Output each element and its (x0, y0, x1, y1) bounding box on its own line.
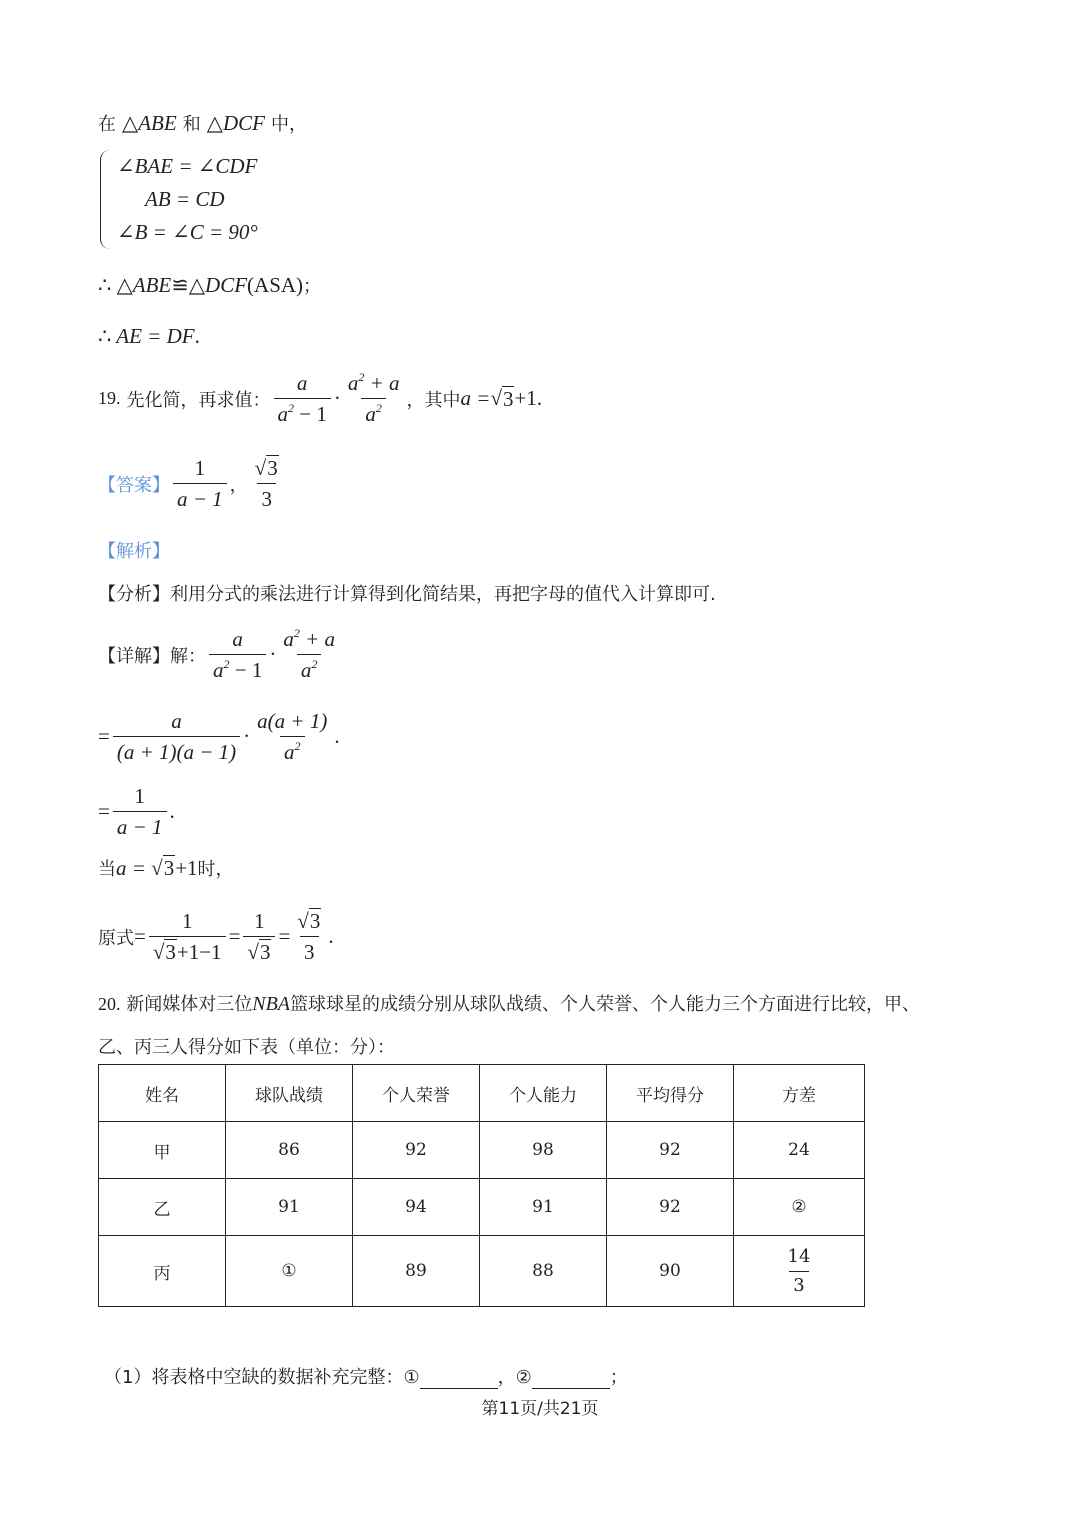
equation-system (100, 150, 258, 249)
question-20-line-2: 乙、丙三人得分如下表（单位：分）： (98, 1037, 395, 1058)
table-cell: 乙 (99, 1179, 226, 1236)
table-row (99, 1122, 865, 1179)
analysis-heading: 【解析】 (98, 541, 170, 562)
header-cell: 球队战绩 (226, 1065, 353, 1122)
table-cell: 90 (607, 1236, 734, 1307)
original-expression: 原式 = $\frac{1}{√3+1-1}$ = $\frac{1}{√3}$ = $\frac{√3}{3}$ . (98, 909, 334, 964)
triangle-dcf: DCF (222, 111, 265, 135)
answer-tag: 【答案】 (98, 474, 170, 496)
answer-blank-1[interactable] (420, 1370, 498, 1389)
header-cell: 平均得分 (607, 1065, 734, 1122)
intro-line: 在 △ABE 和 △DCF 中， (98, 111, 307, 135)
detail-line: 【详解】 解： $\frac{a}{a^2 - 1}$ · $\frac{a^2 + a}{a^2}$ (98, 626, 336, 682)
header-cell: 个人荣誉 (353, 1065, 480, 1122)
table-cell: 92 (607, 1122, 734, 1179)
table-cell: 甲 (99, 1122, 226, 1179)
left-brace (100, 150, 113, 249)
when-line: 当a = √3+1时， (98, 856, 234, 880)
table-cell: ① (226, 1236, 353, 1307)
step-2: = $\frac{1}{a - 1}$ . (98, 784, 175, 839)
sub-question-1: （1）将表格中空缺的数据补充完整：① ，② ； (104, 1367, 628, 1388)
answer-fraction: $\frac{1}{a - 1}$ (173, 455, 227, 512)
question-number: 19. (98, 388, 121, 408)
answer-line: 【答案】 $\frac{1}{a - 1}$ ， $\frac{√3}{3}$ (98, 455, 286, 512)
table-cell: 91 (226, 1179, 353, 1236)
table-cell: 86 (226, 1122, 353, 1179)
conclusion-line: ∴ AE = DF. (98, 324, 200, 348)
table-cell: 24 (734, 1122, 865, 1179)
header-cell: 方差 (734, 1065, 865, 1122)
table-row (99, 1236, 865, 1307)
table-header-row (99, 1065, 865, 1122)
page-footer: 第11页/共21页 (481, 1399, 599, 1419)
table-cell: 89 (353, 1236, 480, 1307)
question-20-line-1: 20. 新闻媒体对三位NBA篮球球星的成绩分别从球队战绩、个人荣誉、个人能力三个方面进行比较，甲、 (98, 993, 921, 1015)
table-cell (734, 1236, 865, 1307)
congruence-line: ∴ △ABE≌△DCF(ASA)； (98, 273, 322, 297)
table-cell: 丙 (99, 1236, 226, 1307)
header-cell: 个人能力 (480, 1065, 607, 1122)
table-row (99, 1179, 865, 1236)
system-line-3: ∠B = ∠C = 90° (117, 220, 258, 244)
table-cell: 98 (480, 1122, 607, 1179)
system-line-1: ∠BAE = ∠CDF (117, 154, 258, 178)
variance-fraction: $\frac{14}{3}$ (787, 1245, 811, 1296)
analysis-line: 【分析】利用分式的乘法进行计算得到化简结果，再把字母的值代入计算即可. (98, 584, 716, 605)
triangle-abe: ABE (138, 111, 177, 135)
fraction-a2-a-over-a2: $\frac{a^2 + a}{a^2}$ (347, 370, 400, 426)
table-cell: 91 (480, 1179, 607, 1236)
score-table (98, 1064, 865, 1307)
table-cell: 92 (607, 1179, 734, 1236)
table-cell: 92 (353, 1122, 480, 1179)
answer-blank-2[interactable] (532, 1370, 610, 1389)
table-cell: 94 (353, 1179, 480, 1236)
table-cell: ② (734, 1179, 865, 1236)
question-19: 19. 先化简，再求值： $\frac{a}{a^2 - 1}$ · $\frac{a^2 + a}{a^2}$ ，其中 a = √ 3 +1 . (98, 370, 543, 426)
question-prompt: 先化简，再求值： (126, 389, 271, 411)
answer-value: $\frac{√3}{3}$ (254, 456, 278, 511)
table-cell: 88 (480, 1236, 607, 1307)
fraction-a-over-a2-1: $\frac{a}{a^2 - 1}$ (274, 370, 331, 427)
system-line-2: AB = CD (145, 187, 225, 211)
step-1: = $\frac{a}{(a + 1)(a - 1)}$ · $\frac{a(a + 1)}{a^2}$ . (98, 709, 340, 764)
header-cell: 姓名 (99, 1065, 226, 1122)
